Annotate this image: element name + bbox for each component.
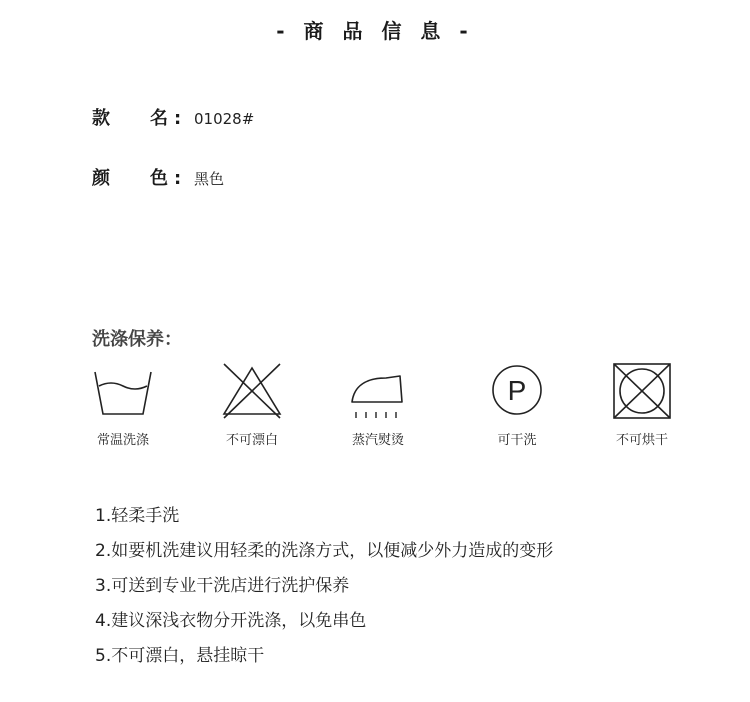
care-instructions-list: [95, 503, 553, 678]
color-label-char-2: 色: [150, 168, 168, 189]
care-label-dry-clean: 可干洗: [497, 433, 537, 448]
instruction-item: 2.如要机洗建议用轻柔的洗涤方式，以便减少外力造成的变形: [95, 541, 554, 561]
care-symbol-hand-wash: [68, 362, 178, 448]
care-symbol-steam-iron: [323, 362, 433, 448]
instruction-item: 4.建议深浅衣物分开洗涤，以免串色: [95, 611, 367, 631]
color-value: 黑色: [194, 170, 225, 188]
color-colon: :: [174, 168, 182, 189]
do-not-bleach-icon: [220, 362, 284, 420]
care-label-no-bleach: 不可漂白: [225, 433, 278, 448]
style-value: 01028#: [194, 110, 255, 128]
hand-wash-basin-icon: [91, 362, 155, 420]
style-colon: :: [174, 108, 182, 129]
instruction-item: 3.可送到专业干洗店进行洗护保养: [95, 576, 350, 596]
care-label-hand-wash: 常温洗涤: [96, 433, 149, 448]
style-label-char-1: 款: [92, 108, 110, 129]
care-label-steam-iron: 蒸汽熨烫: [351, 433, 404, 448]
svg-text:P: P: [507, 375, 527, 406]
do-not-tumble-dry-icon: [610, 362, 674, 420]
care-symbol-no-tumble-dry: [587, 362, 697, 448]
care-section-title: 洗涤保养：: [92, 329, 182, 350]
steam-iron-icon: [346, 362, 410, 420]
color-label-char-1: 颜: [92, 168, 110, 189]
instruction-item: 5.不可漂白，悬挂晾干: [95, 646, 265, 666]
page-title: - 商 品 信 息 -: [276, 19, 474, 43]
style-label-char-2: 名: [150, 108, 168, 129]
dry-clean-p-icon: [485, 362, 549, 420]
care-symbol-no-bleach: [197, 362, 307, 448]
instruction-item: 1.轻柔手洗: [95, 506, 180, 526]
care-symbol-dry-clean: [462, 362, 572, 448]
care-label-no-tumble-dry: 不可烘干: [615, 433, 668, 448]
